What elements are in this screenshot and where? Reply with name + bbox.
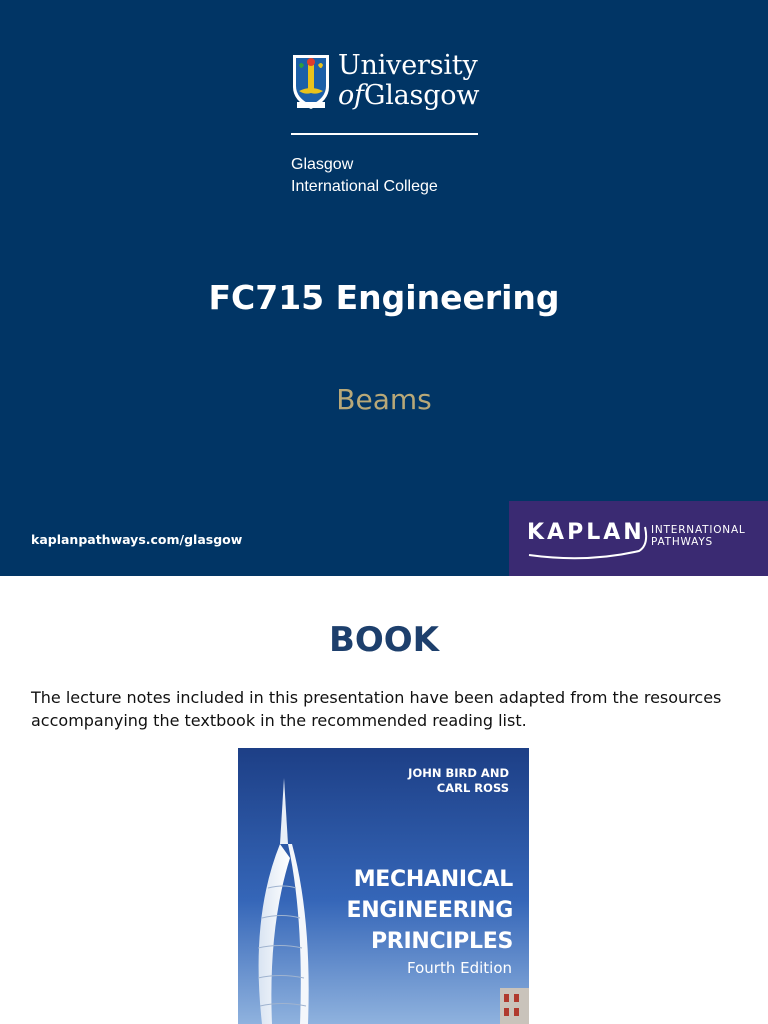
- book-slide: [0, 576, 768, 1024]
- university-name-glasgow: Glasgow: [363, 80, 480, 111]
- kaplan-tagline-line2: PATHWAYS: [651, 536, 713, 548]
- kaplan-swoosh-icon: [527, 521, 657, 561]
- book-cover-image: [238, 748, 529, 1024]
- university-name-of: of: [338, 80, 364, 111]
- website-link[interactable]: kaplanpathways.com/glasgow: [31, 532, 243, 547]
- college-name-line2: International College: [291, 178, 438, 195]
- book-title-line3: PRINCIPLES: [370, 929, 513, 954]
- kaplan-wordmark: KAPLAN: [527, 520, 645, 545]
- logo-divider: [291, 133, 478, 135]
- university-name-line1: University: [338, 50, 478, 81]
- course-title: FC715 Engineering: [208, 278, 560, 317]
- university-crest-icon: [291, 53, 331, 111]
- kaplan-tagline-line1: INTERNATIONAL: [651, 524, 746, 536]
- topic-subtitle: Beams: [336, 383, 432, 416]
- book-title: [347, 864, 513, 957]
- book-authors: [408, 766, 509, 796]
- kaplan-logo: [509, 501, 768, 576]
- college-name-line1: Glasgow: [291, 156, 354, 173]
- book-heading: BOOK: [328, 620, 440, 660]
- book-title-line1: MECHANICAL: [353, 867, 513, 892]
- book-author-line1: JOHN BIRD AND: [408, 766, 509, 780]
- university-name-line2: [338, 80, 479, 112]
- book-title-line2: ENGINEERING: [346, 898, 513, 923]
- book-author-line2: CARL ROSS: [436, 781, 509, 795]
- book-note-text: The lecture notes included in this presentation have been adapted from the resources accompanying the textbook in the recommended reading list.: [31, 688, 722, 730]
- book-edition: Fourth Edition: [407, 959, 512, 977]
